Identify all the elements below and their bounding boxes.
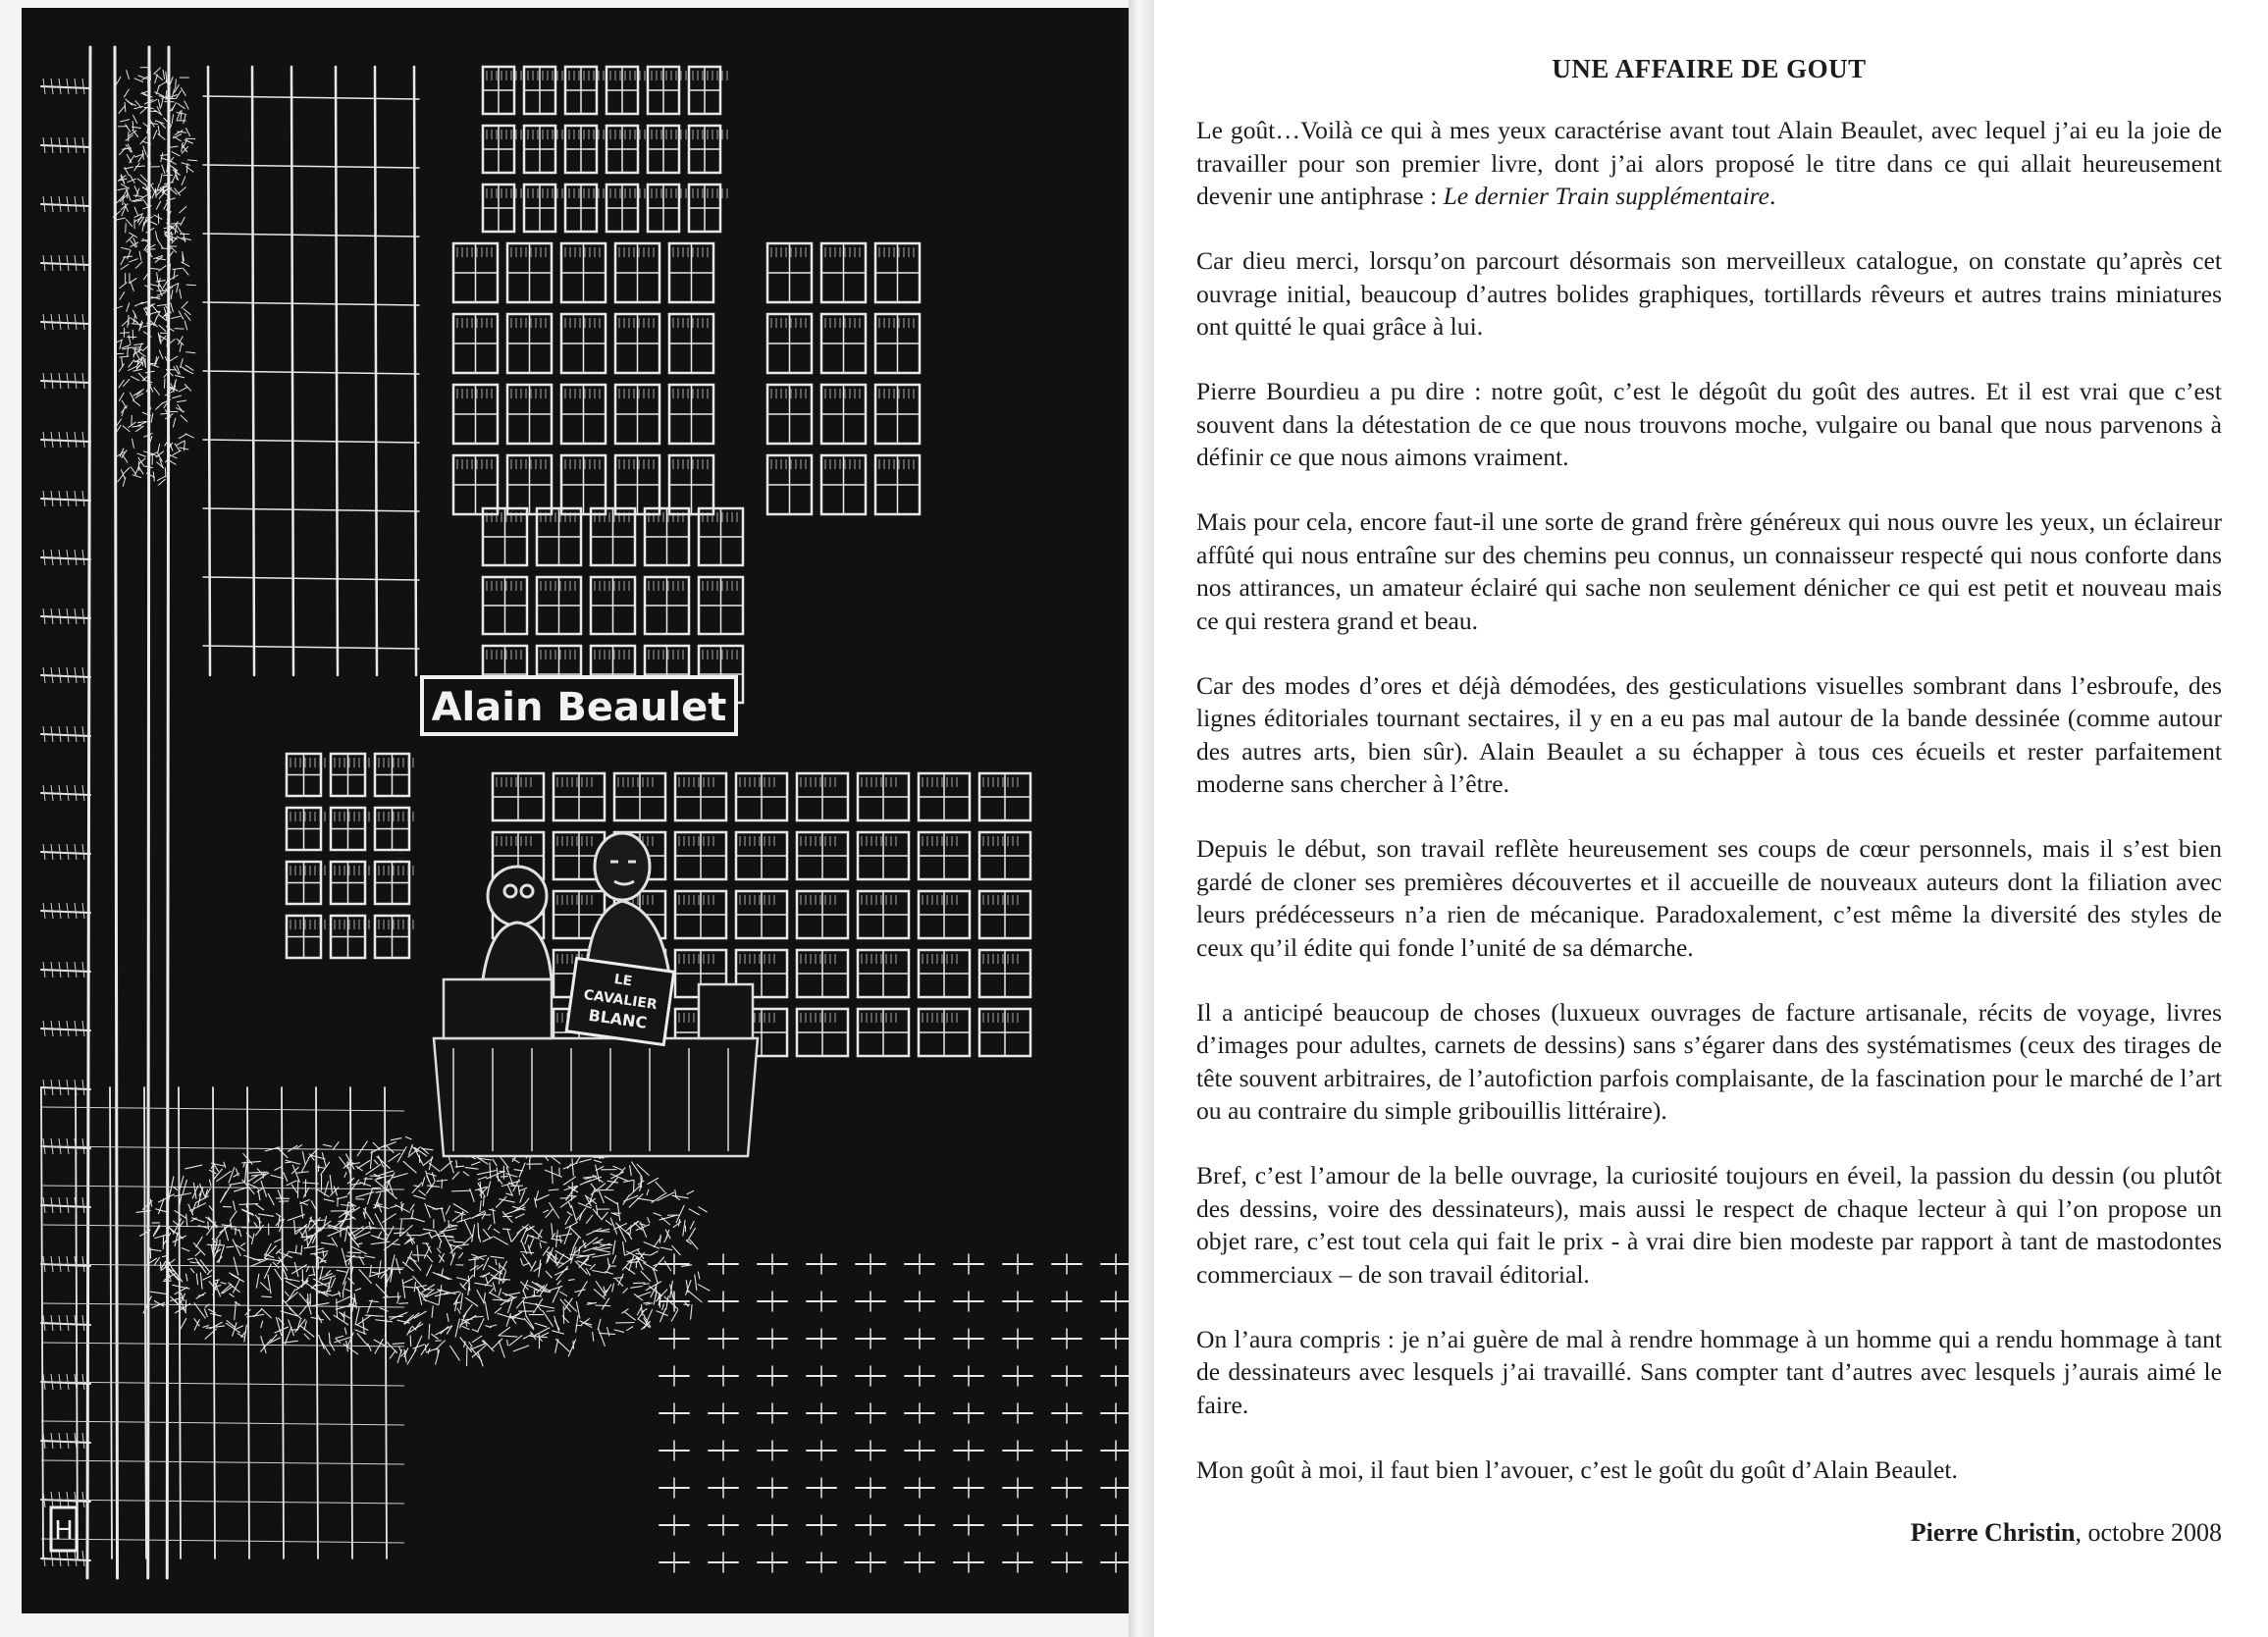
box-label-line3: BLANC	[587, 1005, 649, 1032]
paragraph-1-end: .	[1769, 182, 1776, 210]
paragraph-8: Bref, c’est l’amour de la belle ouvrage, la curiosité toujours en éveil, la passion du dessin (ou plutôt des dessins, voire des dessinateurs), mais aussi le respect de chaque lecteur à qui l’on propose un objet rare, c’est tout cela qui fait le prix - à vrai dire bien modeste par rapport à tant de mastodontes commerciaux – de son travail éditorial.	[1196, 1161, 2222, 1289]
article-column	[1196, 54, 2222, 1548]
paragraph-9: On l’aura compris : je n’ai guère de mal à rendre hommage à un homme qui a rendu hommage à tant de dessinateurs avec lesquels j’ai travaillé. Sans compter tant d’autres avec lesquels j’aurais aimé le faire.	[1196, 1324, 2222, 1419]
scratchboard-illustration	[22, 8, 1129, 1613]
article-title: UNE AFFAIRE DE GOUT	[1552, 54, 1867, 83]
paragraph-6: Depuis le début, son travail reflète heureusement ses coups de cœur personnels, mais il s’est bien gardé de cloner ses premières découvertes et il accueille de nouveaux auteurs dont la filiation avec leurs prédécesseurs n’a rien de mécanique. Paradoxalement, c’est même la diversité des styles de ceux qu’il édite qui fonde l’unité de sa démarche.	[1196, 834, 2222, 962]
paragraph-5: Car des modes d’ores et déjà démodées, des gesticulations visuelles sombrant dans l’esbroufe, des lignes éditoriales tournant sectaires, il y en a eu pas mal autour de la bande dessinée (comme autour des autres arts, bien sûr). Alain Beaulet a su échapper à tous ces écueils et rester parfaitement moderne sans chercher à l’être.	[1196, 670, 2222, 798]
right-page	[1154, 0, 2268, 1637]
paragraph-1-text: Le goût…Voilà ce qui à mes yeux caractérise avant tout Alain Beaulet, avec lequel j’ai eu la joie de travailler pour son premier livre, dont j’ai alors proposé le titre dans ce qui allait heureusement devenir une antiphrase :	[1196, 116, 2222, 210]
shop-sign-text: Alain Beaulet	[431, 685, 727, 730]
book-title-italic: Le dernier Train supplémentaire	[1443, 182, 1770, 210]
signature-date: , octobre 2008	[2075, 1517, 2222, 1547]
paragraph-4: Mais pour cela, encore faut-il une sorte de grand frère généreux qui nous ouvre les yeux, un éclaireur affûté qui nous entraîne sur des chemins peu connus, un connaisseur respecté qui nous conforte dans nos attirances, un amateur éclairé qui sache non seulement dénicher ce qui est petit et nouveau mais ce qui restera grand et beau.	[1196, 507, 2222, 635]
paragraph-1	[1196, 114, 2222, 213]
box-label-line1: LE	[612, 971, 634, 990]
city-street-drawing	[22, 8, 1129, 1613]
signature	[1196, 1518, 2222, 1548]
paragraph-7: Il a anticipé beaucoup de choses (luxueux ouvrages de facture artisanale, récits de voyage, livres d’images pour adultes, carnets de dessins) sans s’égarer dans des systématismes (ceux des tirages de tête souvent arbitraires, de l’autofiction parfois complaisante, de la fascination pour le marché de l’art ou au contraire du simple gribouillis littéraire).	[1196, 997, 2222, 1125]
box-label-line2: CAVALIER	[582, 986, 659, 1014]
paragraph-2: Car dieu merci, lorsqu’on parcourt désormais son merveilleux catalogue, on constate qu’après cet ouvrage initial, beaucoup d’autres bolides graphiques, tortillards rêveurs et autres trains miniatures ont quitté le quai grâce à lui.	[1196, 246, 2222, 341]
page-gutter	[1129, 0, 1154, 1637]
paragraph-10: Mon goût à moi, il faut bien l’avouer, c’est le goût du goût d’Alain Beaulet.	[1196, 1454, 1958, 1484]
paragraph-3: Pierre Bourdieu a pu dire : notre goût, c’est le dégoût du goût des autres. Et il est vrai que c’est souvent dans la détestation de ce que nous trouvons moche, vulgaire ou banal que nous parvenons à définir ce que nous aimons vraiment.	[1196, 377, 2222, 471]
artist-monogram: H	[54, 1516, 74, 1546]
bookseller-figure	[586, 833, 669, 975]
author-name: Pierre Christin	[1910, 1517, 2076, 1547]
